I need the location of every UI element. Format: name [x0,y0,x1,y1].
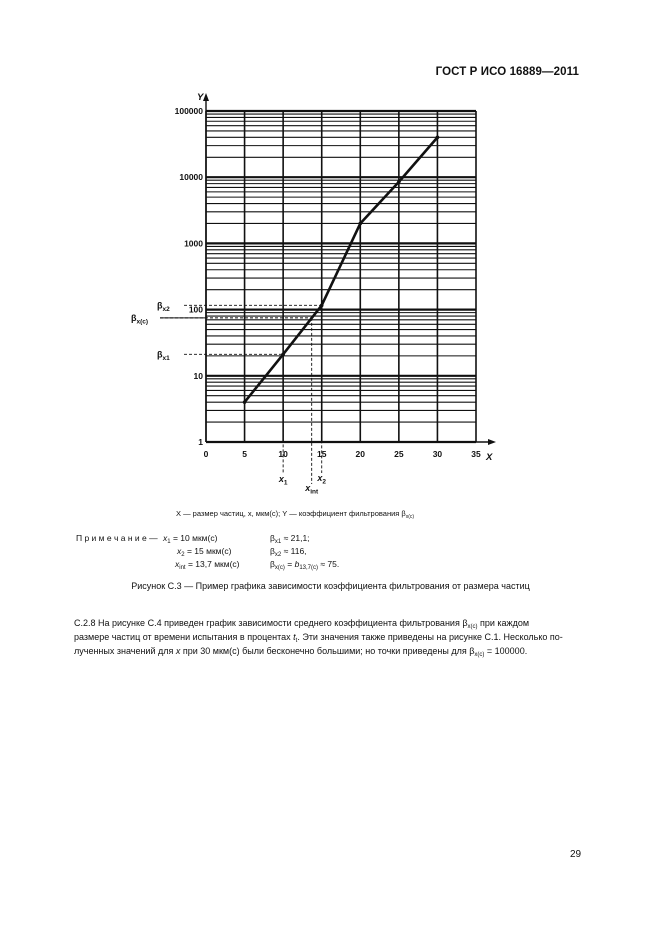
chart-grid [206,111,476,442]
x-tick-label: 0 [203,449,209,459]
x-tick-label: 15 [316,449,327,459]
marker-label-xint: $x_{int}$ [305,483,319,496]
y-axis-label: Y [197,92,204,103]
y-axis-arrow [203,93,209,101]
note-line-1: П р и м е ч а н и е — $x_1 = 10$ мкм(с) $\beta_{x1} \approx 21,1$; [76,533,310,545]
x-tick-label: 30 [432,449,443,459]
note-line-3: $x_{int} = 13,7$ мкм(с) $\beta_{x(c)} = b_{13,7(c)} \approx 75$. [175,559,340,571]
document-standard-header: ГОСТ Р ИСО 16889—2011 [435,66,579,78]
marker-label-bx2: $\beta_{x2}$ [157,300,170,313]
marker-label-bxc: $\beta_{x(c)}$ [131,312,149,326]
x-tick-label: 5 [242,449,247,459]
y-tick-label: 100000 [174,106,203,116]
x-tick-label: 20 [355,449,366,459]
y-tick-label: 10000 [179,172,203,183]
figure-caption: Рисунок С.3 — Пример графика зависимости коэффициента фильтрования от размера частиц [131,581,530,591]
marker-label-x1: $x_1$ [278,474,288,487]
note-x2-value: = 15 мкм(с) [186,546,232,556]
note-line-2: $x_2 = 15$ мкм(с) $\beta_{x2} \approx 116$, [177,546,307,558]
paragraph-c28: С.2.8 На рисунке С.4 приведен график зависимости среднего коэффициента фильтрования $\beta_{x(c)}$ при каждом размере частиц от времени испытания в процентах $t_t$. Эти значения также приведены на рисунке С.1. Несколько по- лученных значений для x при 30 мкм(с) были бесконечно большими; но точки приведены для $\beta_{x(c)} = 100000$. [74,618,563,658]
note-xint-value: = 13,7 мкм(с) [187,559,240,569]
marker-label-x2: $x_2$ [317,473,327,486]
note-bxc-value: ≈ 75. [320,559,340,569]
y-tick-label: 1 [198,437,203,447]
note-bx2-value: ≈ 116, [283,546,307,556]
y-tick-label: 10 [193,370,203,381]
page-number: 29 [570,849,582,860]
chart-axis-caption: X — размер частиц, x, мкм(с); Y — коэффициент фильтрования $\beta_{x(c)}$ [176,509,415,520]
x-tick-label: 10 [278,449,288,459]
note-bx1-value: ≈ 21,1; [283,533,310,543]
x-tick-label: 25 [394,449,404,459]
x-axis-label: X [486,452,493,463]
x-axis-arrow [488,439,496,445]
y-tick-label: 100 [188,304,203,315]
note-title: П р и м е ч а н и е — [76,533,158,543]
y-tick-label: 1000 [184,238,203,249]
chart-tick-labels [175,106,481,459]
marker-label-bx1: $\beta_{x1}$ [157,349,170,362]
note-x1-value: = 10 мкм(с) [172,533,218,543]
x-tick-label: 35 [471,449,481,459]
